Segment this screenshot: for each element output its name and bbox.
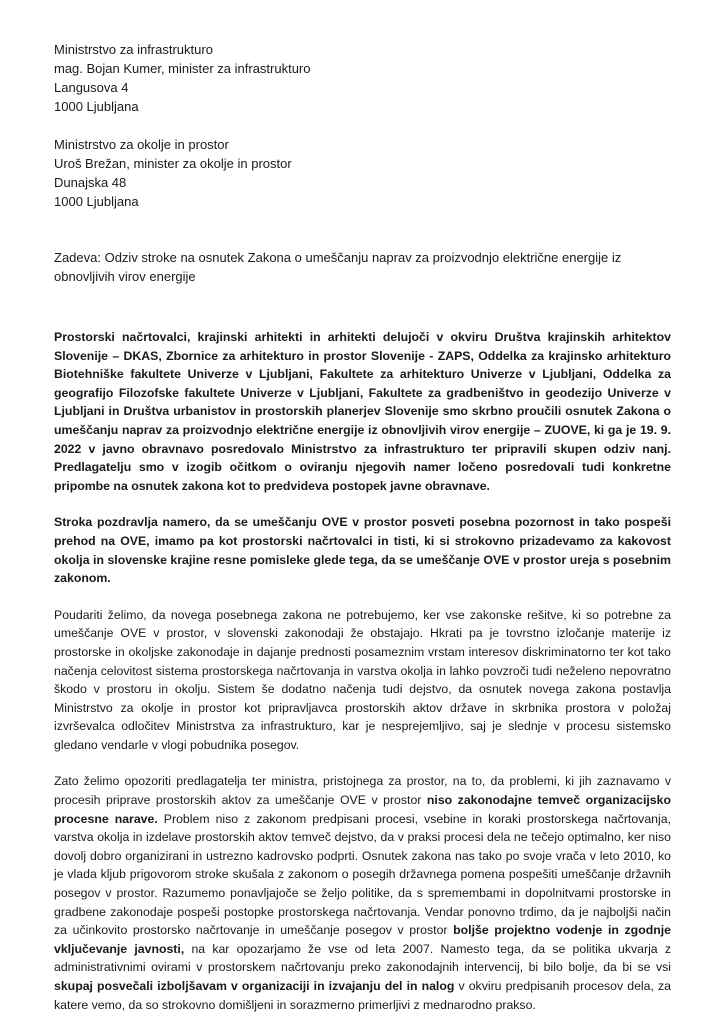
recipient-ministry: Ministrstvo za okolje in prostor: [54, 137, 229, 152]
recipient-ministry: Ministrstvo za infrastrukturo: [54, 42, 213, 57]
recipient-minister: mag. Bojan Kumer, minister za infrastrukturo: [54, 61, 311, 76]
recipient-street: Langusova 4: [54, 80, 129, 95]
recipient-address-environment: [54, 135, 671, 211]
emphasis-text: niso zakonodajne temveč organizacijsko procesne narave.: [54, 793, 671, 826]
recipient-city: 1000 Ljubljana: [54, 194, 139, 209]
recipient-minister: Uroš Brežan, minister za okolje in prostor: [54, 156, 292, 171]
body-paragraph-3: Poudariti želimo, da novega posebnega zakona ne potrebujemo, ker vse zakonske rešitve, ki so potrebne za umeščanje OVE v prostor, v slovenski zakonodaji že obstajajo. Hkrati pa je tovrstno izločanje materije iz prostorske in okoljske zakonodaje in dajanje prednosti posameznim vrstam interesov diskriminatorno ter kot tako načenja celovitost sistema prostorskega načrtovanja in varstva okolja in lahko povzroči tudi neželeno nepovratno škodo v prostoru in okolju. Sistem še dodatno načenja tudi dejstvo, da osnutek novega zakona postavlja Ministrstvo za okolje in prostor kot pripravljavca prostorskih aktov države in skrbnika prostora v položaj izvrševalca odločitev Ministrstva za infrastrukturo, kar je nesprejemljivo, saj je slednje v procesu sistemsko gledano vendarle v vlogi pobudnika posegov.: [54, 607, 671, 752]
emphasis-text: boljše projektno vodenje in zgodnje vključevanje javnosti,: [54, 923, 671, 956]
paragraph-text: Problem niso z zakonom predpisani procesi, vsebine in koraki prostorskega načrtovanja, varstva okolja in izdelave prostorskih aktov temveč dejstvo, da v praksi procesi dela ne tečejo optimalno, ker niso dovolj dobro organizirani in ustrezno kadrovsko podprti. Osnutek zakona nas tako po svoje vrača v leto 2010, ko je vlada kljub prigovorom stroke skušala z zakonom o posegih državnega pomena pospešiti umeščanje državnih posegov v prostor. Razumemo ponavljajoče se željo politike, da s spremembami in dopolnitvami prostorske in gradbene zakonodaje pospeši postopke prostorskega načrtovanja. Vendar ponovno trdimo, da je najboljši način za učinkovito prostorsko načrtovanje in umeščanje posegov v prostor: [54, 811, 671, 938]
recipient-address-infrastructure: [54, 40, 671, 116]
paragraph-text: na kar opozarjamo že vse od leta 2007. Namesto tega, da se politika ukvarja z administrativnimi ovirami v prostorskem načrtovanju preko zakonodajnih intervencij, bi bilo bolje, da bi se vsi: [54, 941, 671, 975]
paragraph-text: v okviru predpisanih procesov dela, za katere vemo, da so strokovno domišljeni in sorazmerno primerljivi z mednarodno prakso.: [54, 979, 671, 1012]
recipient-street: Dunajska 48: [54, 175, 127, 190]
subject-line: Zadeva: Odziv stroke na osnutek Zakona o umeščanju naprav za proizvodnjo električne energije iz obnovljivih virov energije: [54, 250, 622, 284]
emphasis-text: skupaj posvečali izboljšavam v organizaciji in izvajanju del in nalog: [54, 979, 455, 993]
body-paragraph-4: [54, 772, 671, 1014]
body-paragraph-1: Prostorski načrtovalci, krajinski arhitekti in arhitekti delujoči v okviru Društva krajinskih arhitektov Slovenije – DKAS, Zbornice za arhitekturo in prostor Slovenije - ZAPS, Oddelka za krajinsko arhitekturo Biotehniške fakultete Univerze v Ljubljani, Fakultete za arhitekturo Univerze v Ljubljani, Oddelka za geografijo Filozofske fakultete Univerze v Ljubljani, Fakultete za gradbeništvo in geodezijo Univerze v Ljubljani in Društva urbanistov in prostorskih planerjev Slovenije smo skrbno proučili osnutek Zakona o umeščanju naprav za proizvodnjo električne energije iz obnovljivih virov energije – ZUOVE, ki ga je 19. 9. 2022 v javno obravnavo posredovalo Ministrstvo za infrastrukturo ter pripravili skupen odziv nanj. Predlagatelju smo v izogib očitkom o oviranju njegovih namer ločeno posredovali tudi konkretne pripombe na osnutek zakona kot to predvideva postopek javne obravnave.: [54, 330, 671, 493]
body-paragraph-2: Stroka pozdravlja namero, da se umeščanju OVE v prostor posveti posebna pozornost in tako pospeši prehod na OVE, imamo pa kot prostorski načrtovalci in tisti, ki si strokovno prizadevamo za kakovost okolja in slovenske krajine resne pomisleke glede tega, da se umeščanje OVE v prostor ureja s posebnim zakonom.: [54, 515, 671, 586]
recipient-city: 1000 Ljubljana: [54, 99, 139, 114]
paragraph-text: Zato želimo opozoriti predlagatelja ter ministra, pristojnega za prostor, na to, da problemi, ki jih zaznavamo v procesih priprave prostorskih aktov za umeščanje OVE v prostor: [54, 774, 671, 808]
